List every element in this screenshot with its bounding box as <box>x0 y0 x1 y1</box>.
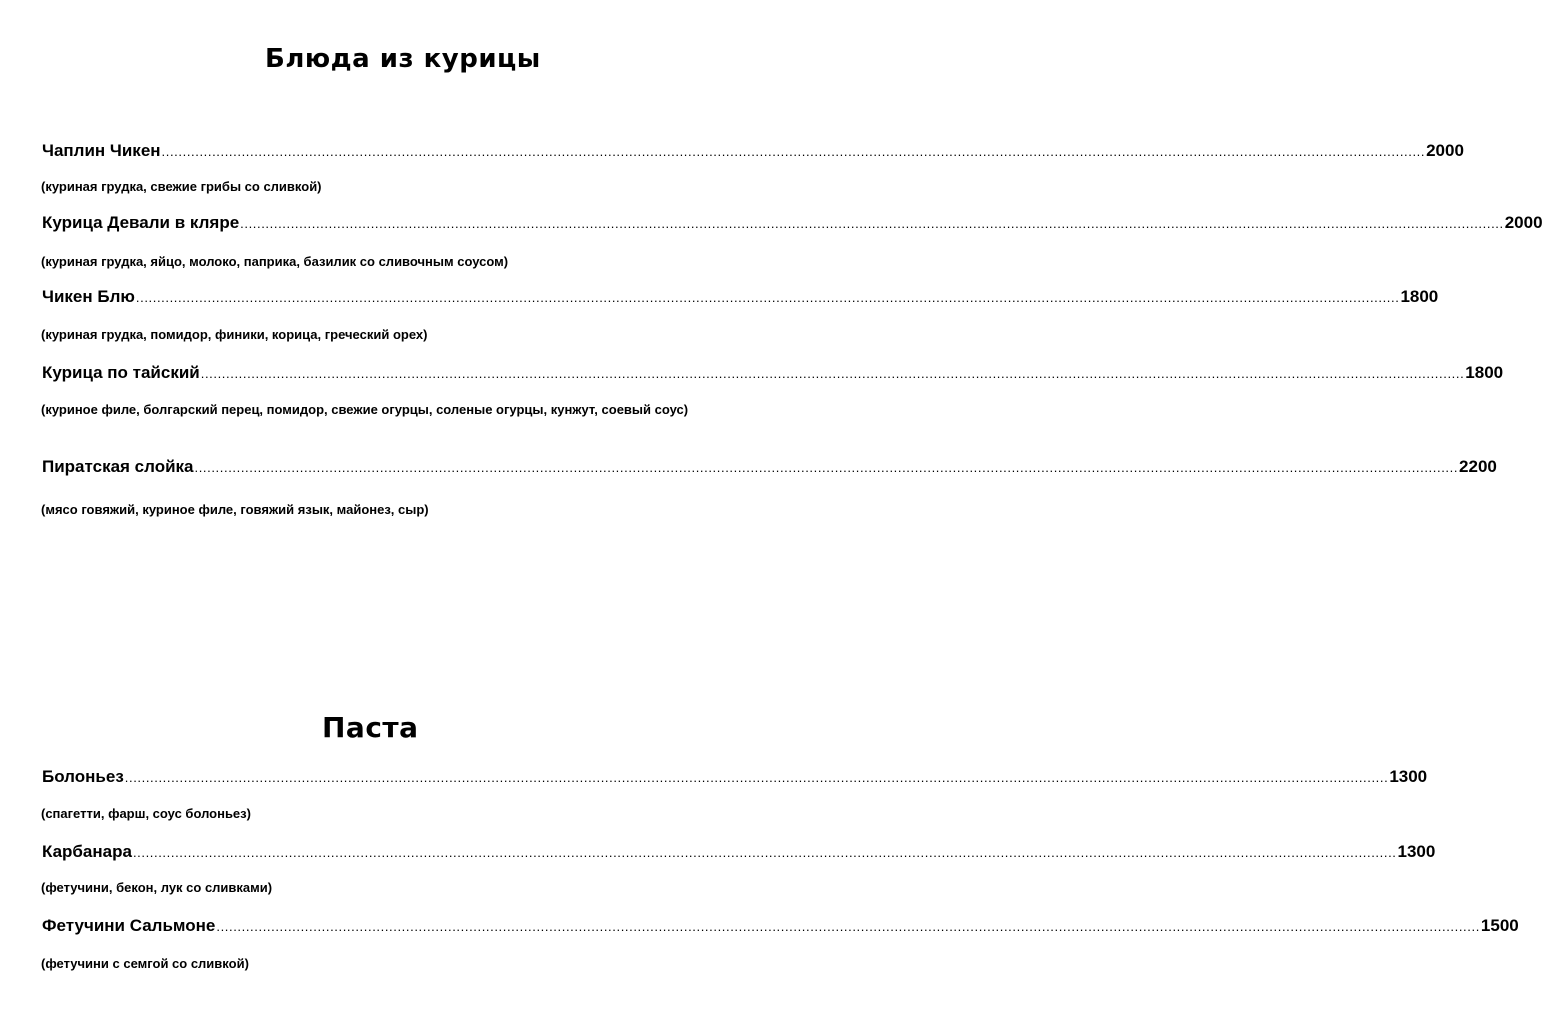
item-name: Болоньез <box>42 767 124 786</box>
leader-dots: ............................................................................................................................................................................................................................................................................................................ <box>200 366 1465 381</box>
menu-item <box>42 287 1439 307</box>
menu-item <box>42 213 1543 233</box>
section-title-chicken: Блюда из курицы <box>265 44 541 74</box>
item-name: Курица по тайский <box>42 363 200 382</box>
menu-item <box>42 363 1504 383</box>
item-price: 1300 <box>1389 767 1428 786</box>
item-description: (мясо говяжий, куриное филе, говяжий язык, майонез, сыр) <box>41 502 429 517</box>
item-price: 2000 <box>1504 213 1543 232</box>
item-name: Чикен Блю <box>42 287 135 306</box>
item-description: (спагетти, фарш, соус болоньез) <box>41 806 251 821</box>
leader-dots: ............................................................................................................................................................................................................................................................................................................ <box>132 845 1397 860</box>
leader-dots: ............................................................................................................................................................................................................................................................................................................ <box>216 919 1480 934</box>
item-name: Курица Девали в кляре <box>42 213 240 232</box>
item-price: 1500 <box>1480 916 1519 935</box>
item-price: 1800 <box>1465 363 1504 382</box>
item-name: Карбанара <box>42 842 132 861</box>
item-description: (фетучини с семгой со сливкой) <box>41 956 249 971</box>
item-price: 2200 <box>1459 457 1497 476</box>
item-name: Фетучини Сальмоне <box>42 916 216 935</box>
menu-item <box>42 842 1436 862</box>
section-title-pasta: Паста <box>322 711 419 744</box>
menu-item <box>42 457 1497 477</box>
item-price: 1800 <box>1400 287 1439 306</box>
leader-dots: ............................................................................................................................................................................................................................................................................................................ <box>194 460 1459 475</box>
menu-item <box>42 767 1428 787</box>
item-price: 1300 <box>1397 842 1436 861</box>
item-name: Пиратская слойка <box>42 457 194 476</box>
item-description: (куриная грудка, помидор, финики, корица, греческий орех) <box>41 327 428 342</box>
menu-item <box>42 916 1519 936</box>
leader-dots: ............................................................................................................................................................................................................................................................................................................ <box>135 290 1400 305</box>
item-description: (куриная грудка, свежие грибы со сливкой) <box>41 179 322 194</box>
leader-dots: ............................................................................................................................................................................................................................................................................................................ <box>161 144 1426 159</box>
item-description: (куриная грудка, яйцо, молоко, паприка, базилик со сливочным соусом) <box>41 254 509 269</box>
item-price: 2000 <box>1426 141 1464 160</box>
leader-dots: ............................................................................................................................................................................................................................................................................................................ <box>240 216 1504 231</box>
item-description: (куриное филе, болгарский перец, помидор, свежие огурцы, соленые огурцы, кунжут, соевый соус) <box>41 402 689 417</box>
item-description: (фетучини, бекон, лук со сливками) <box>41 880 273 895</box>
item-name: Чаплин Чикен <box>42 141 161 160</box>
menu-item <box>42 141 1464 161</box>
leader-dots: ............................................................................................................................................................................................................................................................................................................ <box>124 770 1389 785</box>
